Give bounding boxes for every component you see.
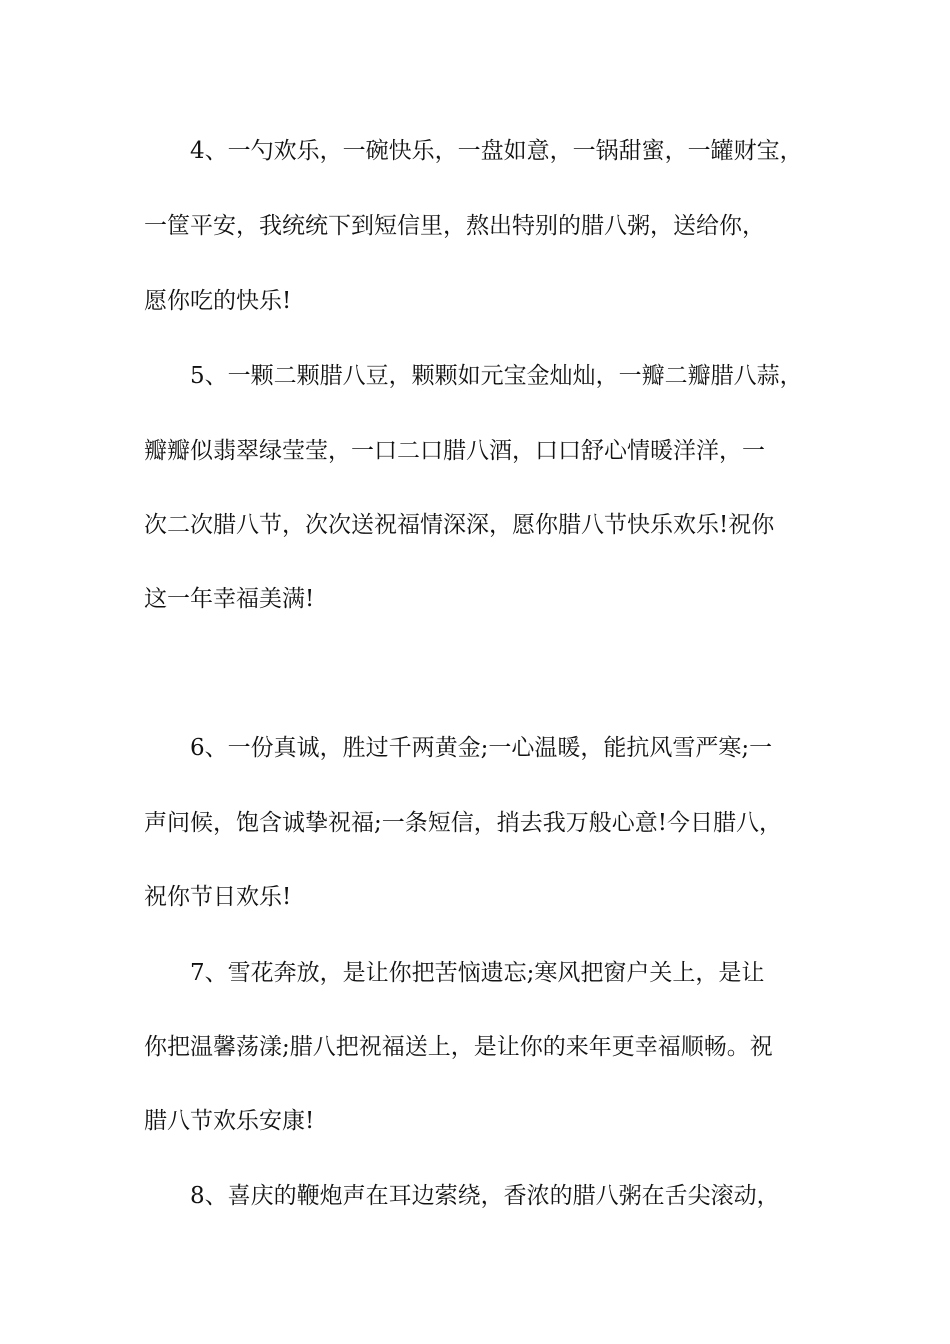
paragraph-5-line-3: 次二次腊八节，次次送祝福情深深，愿你腊八节快乐欢乐!祝你 — [144, 512, 775, 538]
paragraph-7-line-3: 腊八节欢乐安康! — [144, 1108, 315, 1134]
paragraph-8-line-1: 8、喜庆的鞭炮声在耳边萦绕，香浓的腊八粥在舌尖滚动， — [144, 1183, 780, 1209]
paragraph-7-line-2: 你把温馨荡漾;腊八把祝福送上，是让你的来年更幸福顺畅。祝 — [144, 1034, 773, 1060]
paragraph-4-line-3: 愿你吃的快乐! — [144, 288, 292, 314]
paragraph-7-line-1: 7、雪花奔放，是让你把苦恼遗忘;寒风把窗户关上，是让 — [144, 960, 765, 986]
paragraph-5-line-2: 瓣瓣似翡翠绿莹莹，一口二口腊八酒，口口舒心情暖洋洋，一 — [144, 438, 765, 464]
paragraph-5-line-1: 5、一颗二颗腊八豆，颗颗如元宝金灿灿，一瓣二瓣腊八蒜， — [144, 363, 803, 389]
paragraph-5-line-4: 这一年幸福美满! — [144, 586, 315, 612]
paragraph-6-line-2: 声问候，饱含诚挚祝福;一条短信，捎去我万般心意!今日腊八， — [144, 810, 782, 836]
paragraph-4-line-2: 一筐平安，我统统下到短信里，熬出特别的腊八粥，送给你， — [144, 213, 765, 239]
paragraph-6-line-3: 祝你节日欢乐! — [144, 884, 292, 910]
paragraph-4-line-1: 4、一勺欢乐，一碗快乐，一盘如意，一锅甜蜜，一罐财宝， — [144, 138, 803, 164]
paragraph-6-line-1: 6、一份真诚，胜过千两黄金;一心温暖，能抗风雪严寒;一 — [144, 735, 773, 761]
